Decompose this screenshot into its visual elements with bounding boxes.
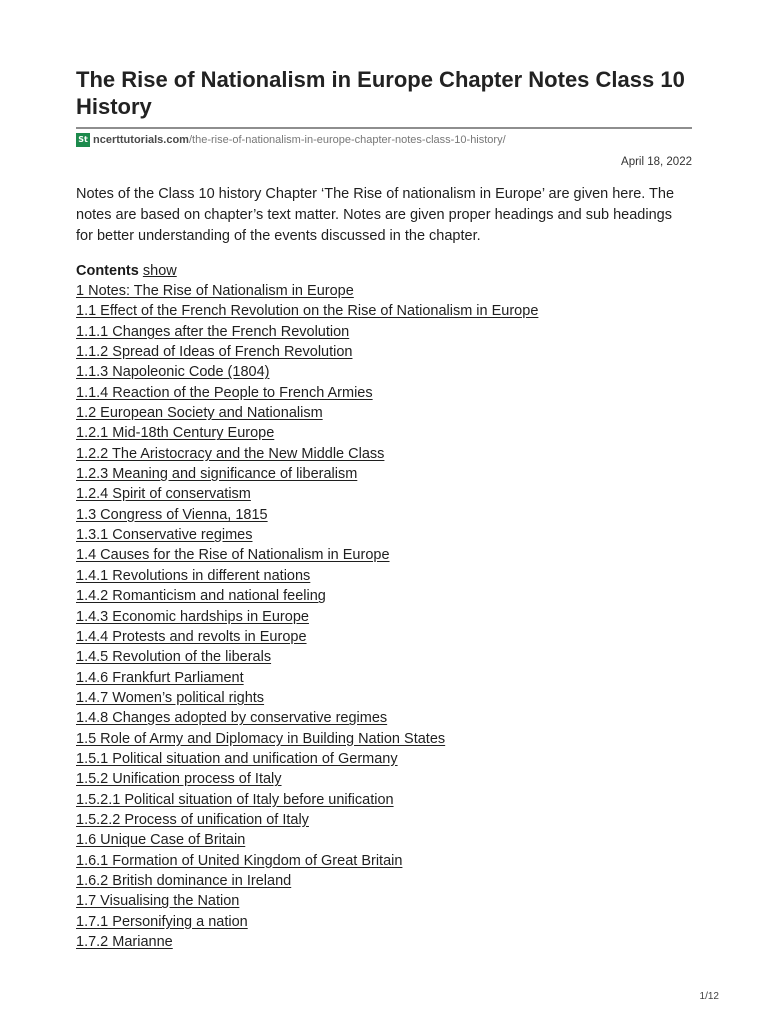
toc-item xyxy=(76,566,692,586)
toc-link[interactable]: 1.2.1 Mid-18th Century Europe xyxy=(76,425,275,442)
toc-link[interactable]: 1.2 European Society and Nationalism xyxy=(76,405,323,422)
toc-link[interactable]: 1.4.7 Women’s political rights xyxy=(76,689,265,706)
toc-item xyxy=(76,281,692,301)
intro-paragraph: Notes of the Class 10 history Chapter ‘The Rise of nationalism in Europe’ are given here. The notes are based on chapter’s text matter. Notes are given proper headings and sub headings for better understanding of the events discussed in the chapter. xyxy=(76,186,675,244)
ncerttutorials-logo-icon: St xyxy=(76,133,90,147)
toc-link[interactable]: 1.4.6 Frankfurt Parliament xyxy=(76,669,244,686)
toc-item xyxy=(76,871,692,891)
toc-link[interactable]: 1.4.8 Changes adopted by conservative regimes xyxy=(76,710,388,727)
toc-item xyxy=(76,647,692,667)
toc-item xyxy=(76,545,692,565)
toc-item xyxy=(76,688,692,708)
toc-item xyxy=(76,505,692,525)
toc-list xyxy=(76,281,692,952)
toc-item xyxy=(76,810,692,830)
toc-link[interactable]: 1.7 Visualising the Nation xyxy=(76,893,240,910)
toc-header xyxy=(76,261,692,281)
toc-item xyxy=(76,851,692,871)
toc-link[interactable]: 1.7.2 Marianne xyxy=(76,934,173,950)
toc-link[interactable]: 1.3.1 Conservative regimes xyxy=(76,527,253,544)
toc-item xyxy=(76,932,692,952)
toc-link[interactable]: 1.4.5 Revolution of the liberals xyxy=(76,649,272,666)
toc-item xyxy=(76,708,692,728)
toc-link[interactable]: 1.4 Causes for the Rise of Nationalism in Europe xyxy=(76,547,390,564)
toc-item xyxy=(76,769,692,789)
toc-link[interactable]: 1.4.2 Romanticism and national feeling xyxy=(76,588,326,605)
toc-item xyxy=(76,342,692,362)
toc-item xyxy=(76,444,692,464)
source-domain: ncerttutorials.com xyxy=(93,134,189,146)
toc-link[interactable]: 1.6.1 Formation of United Kingdom of Great Britain xyxy=(76,852,403,869)
toc-link[interactable]: 1.4.4 Protests and revolts in Europe xyxy=(76,628,307,645)
toc-link[interactable]: 1.1.2 Spread of Ideas of French Revolution xyxy=(76,344,353,361)
toc-item xyxy=(76,586,692,606)
toc-link[interactable]: 1.6.2 British dominance in Ireland xyxy=(76,872,292,889)
toc-item xyxy=(76,301,692,321)
toc-link[interactable]: 1.5.2.2 Process of unification of Italy xyxy=(76,811,309,828)
title-divider xyxy=(76,127,692,129)
toc-show-toggle[interactable]: show xyxy=(142,263,177,279)
toc-title: Contents xyxy=(76,263,139,279)
source-path: /the-rise-of-nationalism-in-europe-chapter-notes-class-10-history/ xyxy=(188,134,506,146)
toc-link[interactable]: 1.2.3 Meaning and significance of liberalism xyxy=(76,466,358,483)
toc-item xyxy=(76,322,692,342)
toc-link[interactable]: 1.2.4 Spirit of conservatism xyxy=(76,486,251,503)
toc-link[interactable]: 1.4.1 Revolutions in different nations xyxy=(76,567,311,584)
table-of-contents xyxy=(76,261,692,952)
toc-link[interactable]: 1.1.3 Napoleonic Code (1804) xyxy=(76,364,270,381)
toc-item xyxy=(76,403,692,423)
toc-link[interactable]: 1.5.2.1 Political situation of Italy before unification xyxy=(76,791,394,808)
toc-item xyxy=(76,607,692,627)
toc-link[interactable]: 1.5.1 Political situation and unification of Germany xyxy=(76,750,398,767)
toc-link[interactable]: 1.4.3 Economic hardships in Europe xyxy=(76,608,309,625)
toc-item xyxy=(76,484,692,504)
toc-item xyxy=(76,383,692,403)
toc-link[interactable]: 1 Notes: The Rise of Nationalism in Europe xyxy=(76,283,354,299)
toc-link[interactable]: 1.3 Congress of Vienna, 1815 xyxy=(76,506,268,523)
toc-item xyxy=(76,912,692,932)
toc-item xyxy=(76,830,692,850)
page-title: The Rise of Nationalism in Europe Chapter Notes Class 10 History xyxy=(76,67,685,119)
toc-item xyxy=(76,729,692,749)
toc-item xyxy=(76,749,692,769)
toc-link[interactable]: 1.6 Unique Case of Britain xyxy=(76,832,246,849)
page-number: 1/12 xyxy=(699,991,719,1002)
toc-item xyxy=(76,464,692,484)
toc-link[interactable]: 1.2.2 The Aristocracy and the New Middle Class xyxy=(76,445,385,462)
toc-link[interactable]: 1.1 Effect of the French Revolution on the Rise of Nationalism in Europe xyxy=(76,303,539,320)
toc-item xyxy=(76,423,692,443)
toc-item xyxy=(76,362,692,382)
toc-link[interactable]: 1.1.4 Reaction of the People to French Armies xyxy=(76,384,373,401)
source-url[interactable] xyxy=(76,132,506,148)
publish-date: April 18, 2022 xyxy=(621,156,692,168)
toc-item xyxy=(76,790,692,810)
toc-link[interactable]: 1.7.1 Personifying a nation xyxy=(76,913,248,930)
toc-item xyxy=(76,525,692,545)
toc-item xyxy=(76,891,692,911)
toc-item xyxy=(76,668,692,688)
toc-link[interactable]: 1.5 Role of Army and Diplomacy in Building Nation States xyxy=(76,730,446,747)
toc-link[interactable]: 1.5.2 Unification process of Italy xyxy=(76,771,282,788)
toc-link[interactable]: 1.1.1 Changes after the French Revolution xyxy=(76,323,350,340)
toc-item xyxy=(76,627,692,647)
